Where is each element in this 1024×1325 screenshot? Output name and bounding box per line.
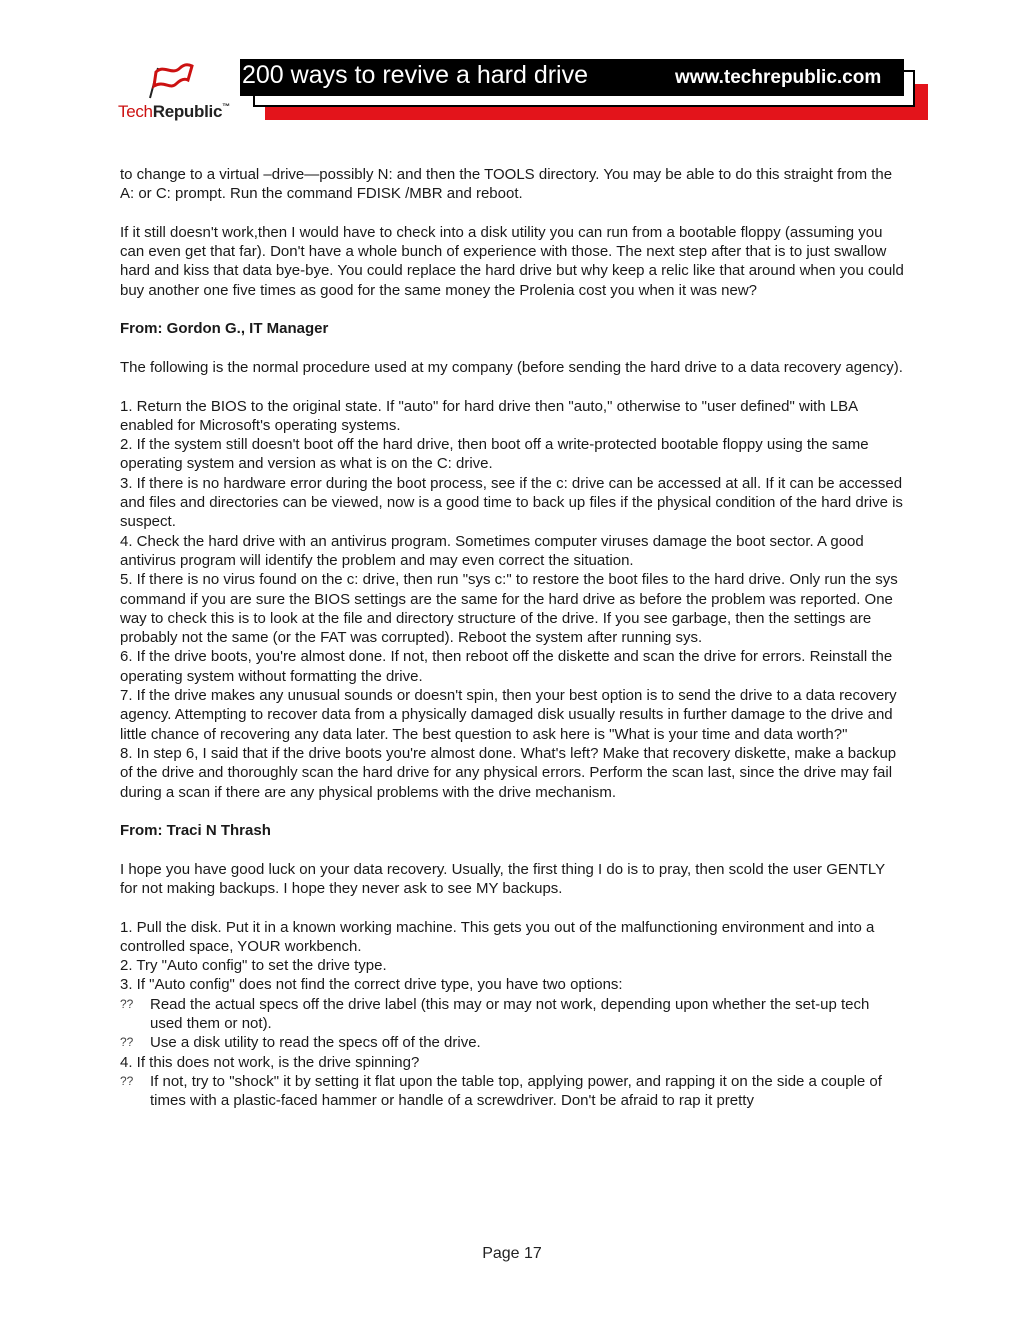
list-item: 4. Check the hard drive with an antivirus program. Sometimes computer viruses damage the boot sector. A good antivirus program will identify the problem and may even correct the situation. (120, 532, 864, 569)
paragraph: If it still doesn't work,then I would have to check into a disk utility you can run from a bootable floppy (assuming you can even get that far). Don't have a whole bunch of experience with those. The next step after that is to just swallow hard and kiss that data bye-bye. You could replace the hard drive but why keep a relic like that around when you could buy another one five times as good for the same money the Prolenia cost you when it was new? (120, 223, 904, 299)
bullet-marker: ?? (120, 1035, 134, 1050)
section-heading: From: Gordon G., IT Manager (120, 320, 329, 338)
paragraph: The following is the normal procedure used at my company (before sending the hard drive to a data recovery agency). (120, 358, 903, 376)
bullet-item (120, 995, 905, 1034)
list-item: 4. If this does not work, is the drive spinning? (120, 1053, 420, 1071)
article-body (120, 165, 905, 1111)
procedure-list (120, 397, 905, 802)
site-url: www.techrepublic.com (675, 67, 882, 88)
paragraph: I hope you have good luck on your data recovery. Usually, the first thing I do is to pray, then scold the user GENTLY for not making backups. I hope they never ask to see MY backups. (120, 860, 885, 897)
list-item: 8. In step 6, I said that if the drive boots you're almost done. What's left? Make that recovery diskette, make a backup of the drive and thoroughly scan the hard drive for any physical errors. Perform the scan last, since the drive may fail during a scan if there are any physical problems with the drive mechanism. (120, 744, 897, 801)
list-item: 5. If there is no virus found on the c: drive, then run "sys c:" to restore the boot files to the hard drive. Only run the sys command if you are sure the BIOS settings are the same for the hard drive as before the problem was reported. One way to check this is to look at the file and directory structure of the drive. If you see garbage, then the settings are probably not the same (or the FAT was corrupted). Reboot the system after running sys. (120, 571, 898, 647)
list-item: 3. If "Auto config" does not find the correct drive type, you have two options: (120, 976, 623, 994)
bullet-marker: ?? (120, 1073, 134, 1088)
bullet-item (120, 1072, 905, 1111)
logo-wordmark: TechRepublic™ (118, 102, 230, 121)
bullet-marker: ?? (120, 996, 134, 1011)
section-heading: From: Traci N Thrash (120, 822, 271, 840)
list-item: 2. If the system still doesn't boot off the hard drive, then boot off a write-protected bootable floppy using the same operating system and version as what is on the C: drive. (120, 436, 869, 473)
list-item: 7. If the drive makes any unusual sounds or doesn't spin, then your best option is to send the drive to a data recovery agency. Attempting to recover data from a physically damaged disk usually results in further damage to the drive and little chance of recovering any data later. The best question to ask here is "What is your time and data worth?" (120, 687, 897, 743)
list-item: 1. Pull the disk. Put it in a known working machine. This gets you out of the malfunctioning environment and into a controlled space, YOUR workbench. (120, 918, 875, 955)
procedure-list (120, 918, 905, 1111)
techrepublic-logo (118, 58, 238, 128)
bullet-text: If not, try to "shock" it by setting it flat upon the table top, applying power, and rapping it on the side a couple of times with a plastic-faced hammer or handle of a screwdriver. Don't be afraid to rap it pretty (150, 1072, 882, 1110)
list-item: 3. If there is no hardware error during the boot process, see if the c: drive can be accessed at all. If it can be accessed and files and directories can be viewed, now is a good time to back up files if the physical condition of the hard drive is suspect. (120, 474, 903, 531)
bullet-text: Read the actual specs off the drive label (this may or may not work, depending upon whether the set-up tech used them or not). (150, 995, 870, 1033)
list-item: 1. Return the BIOS to the original state. If "auto" for hard drive then "auto," otherwise to "user defined" with LBA enabled for Microsoft's operating systems. (120, 397, 858, 434)
bullet-text: Use a disk utility to read the specs off of the drive. (150, 1034, 481, 1052)
bullet-item (120, 1033, 905, 1052)
list-item: 6. If the drive boots, you're almost done. If not, then reboot off the diskette and scan the drive for errors. Reinstall the operating system without formatting the drive. (120, 648, 893, 685)
paragraph: to change to a virtual –drive—possibly N: and then the TOOLS directory. You may be able to do this straight from the A: or C: prompt. Run the command FDISK /MBR and reboot. (120, 166, 893, 203)
list-item: 2. Try "Auto config" to set the drive type. (120, 957, 387, 975)
page-number: Page 17 (482, 1245, 542, 1262)
flag-icon (144, 58, 204, 102)
document-title: 200 ways to revive a hard drive (242, 61, 589, 89)
